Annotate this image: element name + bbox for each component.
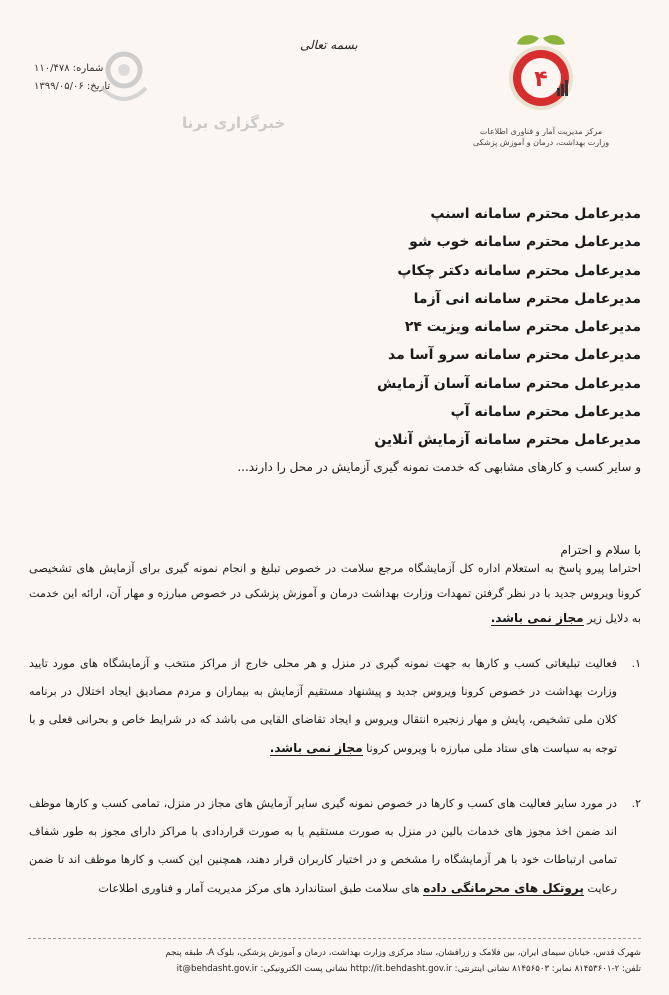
intro-text: احتراما پیرو پاسخ به استعلام اداره کل آزمایشگاه مرجع سلامت در خصوص تبلیغ و انجام نمونه گیری برای آزمایش های تشخیصی کرونا ویروس جدید با در نظر گرفتن تمهدات وزارت بهداشت درمان و آموزش پزشکی در خصوص مبارزه و مهار آن، ارائه این خدمت به دلایل زیر bbox=[29, 562, 641, 625]
numbered-item-2 bbox=[29, 790, 641, 903]
org-name-line2: وزارت بهداشت، درمان و آموزش پزشکی bbox=[472, 138, 610, 147]
watermark-label: خبرگزاری برنا bbox=[182, 114, 286, 132]
recipient-line: مدیرعامل محترم سامانه انی آزما bbox=[413, 290, 641, 307]
item-emphasis: پروتکل های محرمانگی داده bbox=[423, 881, 584, 895]
recipient-line: مدیرعامل محترم سامانه سرو آسا مد bbox=[388, 347, 641, 364]
recipient-line: مدیرعامل محترم سامانه اسنپ bbox=[430, 206, 641, 222]
ministry-logo-block bbox=[471, 30, 611, 148]
item-emphasis: مجاز نمی باشد. bbox=[269, 741, 363, 755]
recipient-line: مدیرعامل محترم سامانه آسان آزمایش bbox=[377, 375, 641, 392]
intro-paragraph bbox=[29, 556, 641, 631]
greeting: با سلام و احترام bbox=[560, 543, 641, 557]
item-text-after: های سلامت طبق استاندارد های مرکز مدیریت آمار و فناوری اطلاعات bbox=[98, 882, 424, 895]
footer-contact: تلفن: ۲-۸۱۴۵۳۶۰۱ نمابر: ۸۱۴۵۶۵۰۳ نشانی اینترنتی: http://it.behdasht.gov.ir نشانی پست الکترونیکی: it@behdasht.gov.ir bbox=[176, 964, 641, 974]
recipient-line: مدیرعامل محترم سامانه دکتر چکاپ bbox=[397, 262, 641, 279]
other-businesses-line: و سایر کسب و کارهای مشابهی که خدمت نمونه گیری آزمایش در محل را دارند... bbox=[237, 460, 641, 474]
reference-number: شماره: ۱۱۰/۴۷۸ bbox=[34, 63, 104, 74]
svg-text:۴: ۴ bbox=[534, 67, 548, 92]
reference-date: تاریخ: ۱۳۹۹/۰۵/۰۶ bbox=[34, 81, 111, 92]
numbered-item-1 bbox=[29, 650, 641, 763]
org-name-line1: مرکز مدیریت آمار و فناوری اطلاعات bbox=[479, 127, 603, 136]
item-text: فعالیت تبلیغاتی کسب و کارها به جهت نمونه گیری در منزل و هر محلی خارج از مراکز منتخب و آزمایشگاه های مورد تایید وزارت بهداشت در خصوص کرونا ویروس جدید و پیشنهاد مستقیم آزمایش به بیماران و مردم مصادیق ایجاد اختلال در برنامه کلان ملی تشخیص، پایش و مهار زنجیره انتقال ویروس و ایجاد تقاضای القایی می باشد که در شرایط خاص و بحرانی فعلی و با توجه به سیاست های ستاد ملی مبارزه با ویروس کرونا bbox=[29, 657, 617, 755]
ministry-logo-icon bbox=[499, 30, 583, 114]
item-text: در مورد سایر فعالیت های کسب و کارها در خصوص نمونه گیری سایر آزمایش های مجاز در منزل، تمامی کسب و کارها موظف اند ضمن اخذ مجوز های خدمات بالین در منزل به صورت مستقیم یا به صورت قراردادی با مراکز دارای مجوز به طور شفاف تمامی ارتباطات خود با هر آزمایشگاه را مشخص و در اختیار کاربران قرار دهند، همچنین این کسب و کارها موظف اند تا ضمن رعایت bbox=[29, 797, 617, 895]
footer-address: شهرک قدس، خیابان سیمای ایران، بین فلامک و زرافشان، ستاد مرکزی وزارت بهداشت، درمان و آموزش پزشکی، بلوک A، طبقه پنجم bbox=[165, 948, 641, 958]
intro-emphasis: مجاز نمی باشد. bbox=[490, 611, 584, 625]
basmala-text: بسمه تعالی bbox=[300, 38, 358, 52]
item-number: ۱. bbox=[631, 657, 641, 670]
recipient-line: مدیرعامل محترم سامانه آپ bbox=[450, 404, 641, 421]
item-number: ۲. bbox=[631, 797, 641, 810]
recipient-line: مدیرعامل محترم سامانه آزمایش آنلاین bbox=[374, 432, 641, 449]
recipient-line: مدیرعامل محترم سامانه خوب شو bbox=[409, 234, 641, 251]
letter-footer bbox=[28, 938, 641, 977]
recipient-list bbox=[221, 200, 641, 455]
recipient-line: مدیرعامل محترم سامانه ویزیت ۲۴ bbox=[404, 319, 641, 336]
news-agency-watermark-icon bbox=[62, 48, 286, 146]
